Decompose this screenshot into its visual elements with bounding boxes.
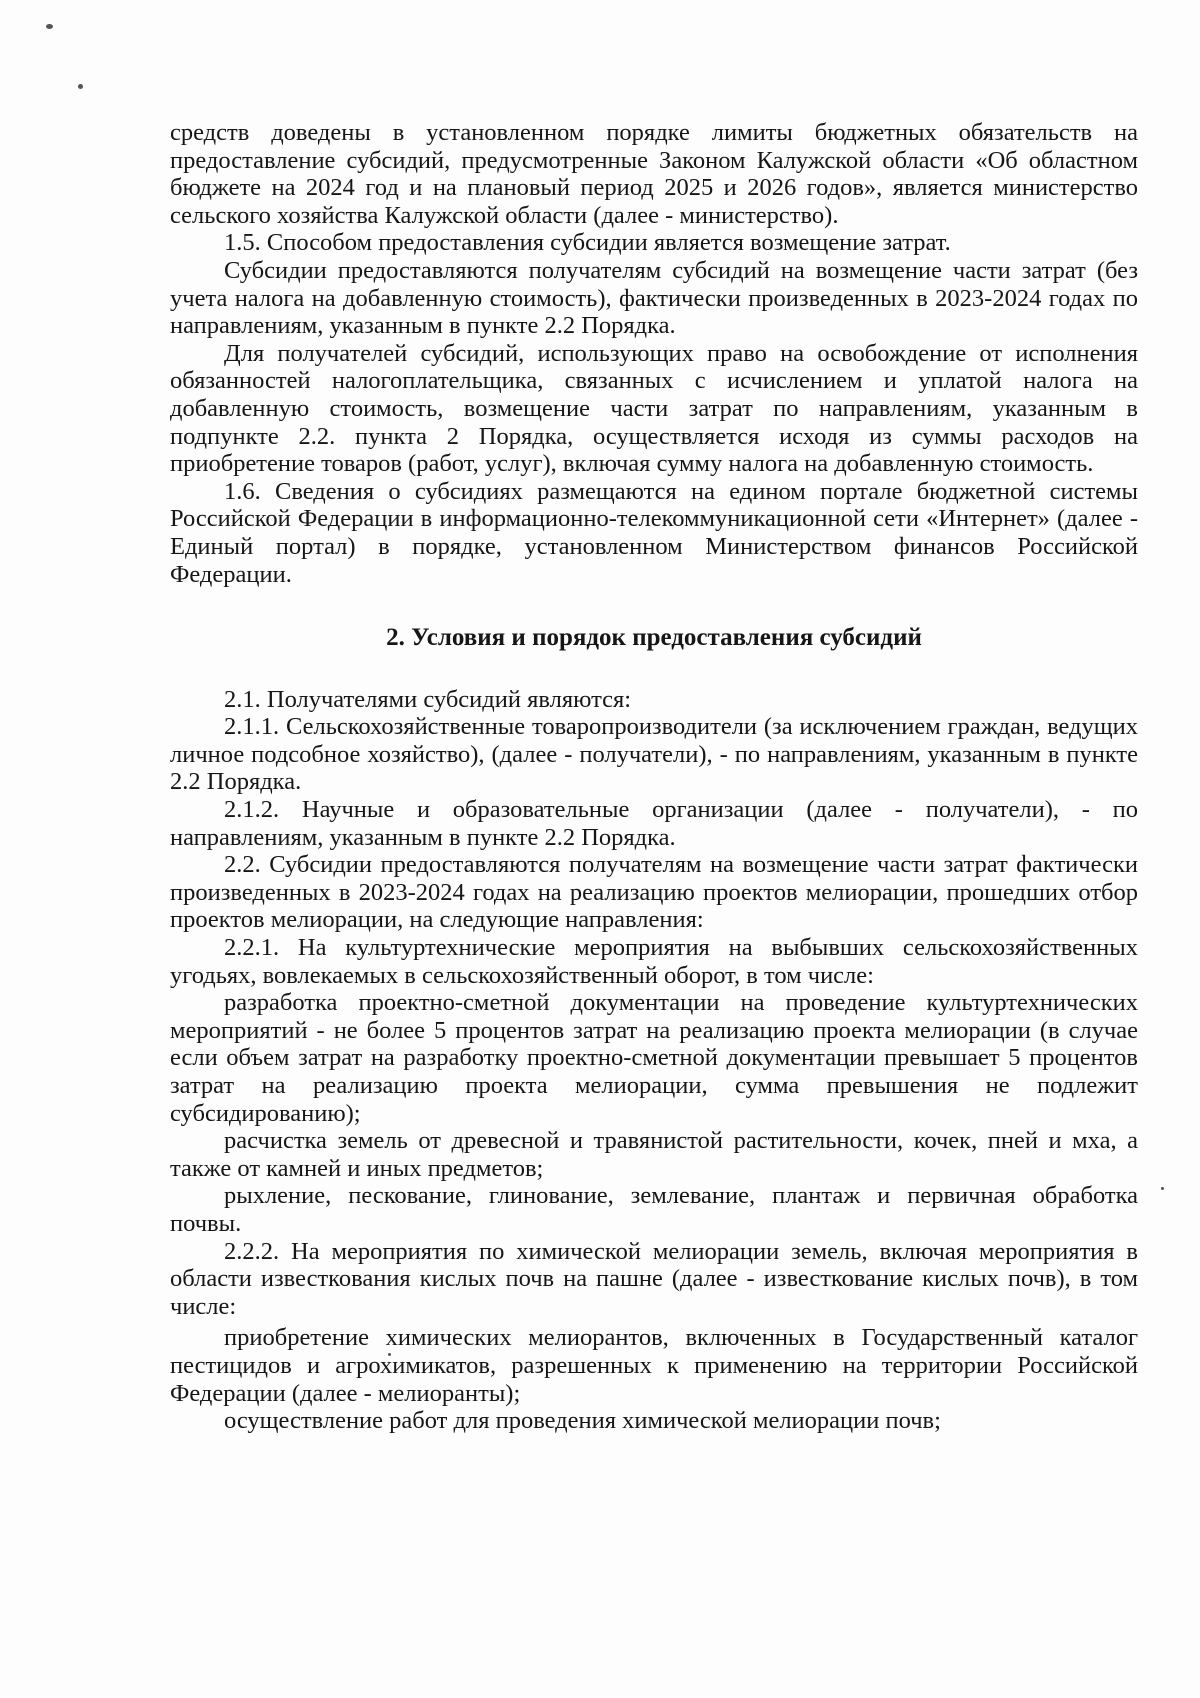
scan-speck xyxy=(1161,1187,1164,1190)
paragraph: осуществление работ для проведения химической мелиорации почв; xyxy=(224,1407,941,1435)
paragraph: 1.5. Способом предоставления субсидии является возмещение затрат. xyxy=(224,229,951,257)
section-heading: 2. Условия и порядок предоставления субсидий xyxy=(386,624,922,652)
paragraph: 2.2.1. На культуртехнические мероприятия на выбывших сельскохозяйственных угодьях, вовлекаемых в сельскохозяйственный оборот, в том числе: xyxy=(170,934,1138,989)
paragraph: расчистка земель от древесной и травянистой растительности, кочек, пней и мха, а также от камней и иных предметов; xyxy=(170,1127,1138,1182)
scan-speck xyxy=(78,84,83,89)
paragraph: средств доведены в установленном порядке лимиты бюджетных обязательств на предоставление субсидий, предусмотренные Законом Калужской области «Об областном бюджете на 2024 год и на плановый период 2025 и 2026 годов», является министерство сельского хозяйства Калужской области (далее - министерство). xyxy=(170,119,1138,229)
document-text xyxy=(170,119,1138,1435)
scan-speck xyxy=(46,24,53,29)
paragraph: Субсидии предоставляются получателям субсидий на возмещение части затрат (без учета налога на добавленную стоимость), фактически произведенных в 2023-2024 годах по направлениям, указанным в пункте 2.2 Порядка. xyxy=(170,256,1138,340)
paragraph: 2.1.2. Научные и образовательные организации (далее - получатели), - по направлениям, указанным в пункте 2.2 Порядка. xyxy=(170,796,1138,851)
paragraph: рыхление, пескование, глинование, землевание, плантаж и первичная обработка почвы. xyxy=(170,1182,1138,1237)
paragraph: 2.2. Субсидии предоставляются получателям на возмещение части затрат фактически произведенных в 2023-2024 годах на реализацию проектов мелиорации, прошедших отбор проектов мелиорации, на следующие направления: xyxy=(170,851,1138,934)
paragraph: 1.6. Сведения о субсидиях размещаются на едином портале бюджетной системы Российской Федерации в информационно-телекоммуникационной сети «Интернет» (далее - Единый портал) в порядке, установленном Министерством финансов Российской Федерации. xyxy=(170,477,1138,588)
paragraph: Для получателей субсидий, использующих право на освобождение от исполнения обязанностей налогоплательщика, связанных с исчислением и уплатой налога на добавленную стоимость, возмещение части затрат по направлениям, указанным в подпункте 2.2. пункта 2 Порядка, осуществляется исходя из суммы расходов на приобретение товаров (работ, услуг), включая сумму налога на добавленную стоимость. xyxy=(170,339,1138,478)
paragraph: приобретение химических мелиорантов, включенных в Государственный каталог пестицидов и агрохимикатов, разрешенных к применению на территории Российской Федерации (далее - мелиоранты); xyxy=(170,1324,1138,1407)
paragraph: 2.1.1. Сельскохозяйственные товаропроизводители (за исключением граждан, ведущих личное подсобное хозяйство), (далее - получатели), - по направлениям, указанным в пункте 2.2 Порядка. xyxy=(170,713,1138,796)
paragraph: разработка проектно-сметной документации на проведение культуртехнических мероприятий - не более 5 процентов затрат на реализацию проекта мелиорации (в случае если объем затрат на разработку проектно-сметной документации превышает 5 процентов затрат на реализацию проекта мелиорации, сумма превышения не подлежит субсидированию); xyxy=(170,989,1138,1127)
paragraph: 2.1. Получателями субсидий являются: xyxy=(224,685,632,713)
paragraph: 2.2.2. На мероприятия по химической мелиорации земель, включая мероприятия в области известкования кислых почв на пашне (далее - известкование кислых почв), в том числе: xyxy=(170,1237,1138,1320)
